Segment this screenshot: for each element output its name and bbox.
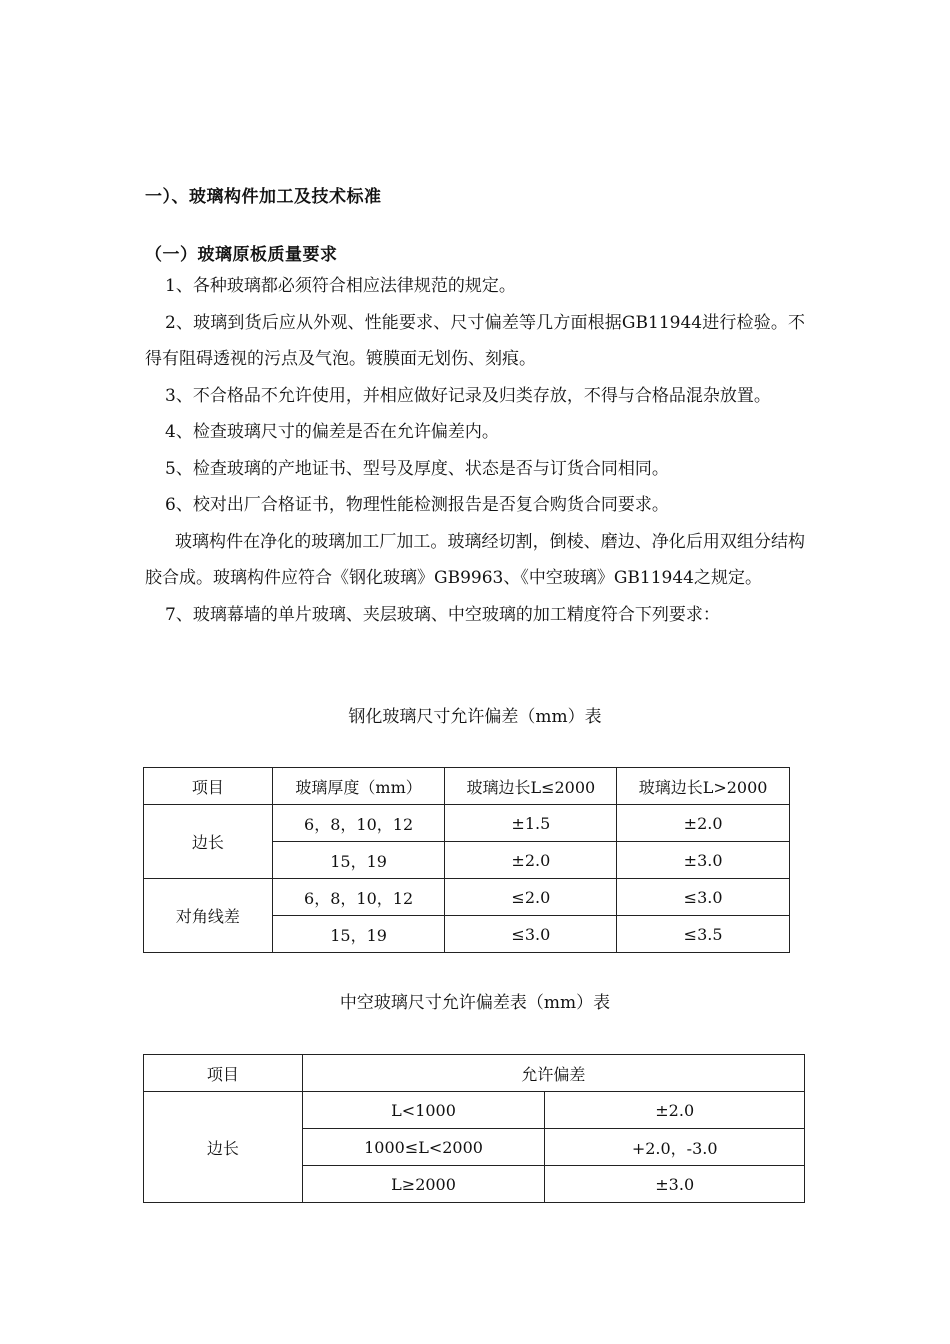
table-header-row	[144, 1055, 805, 1092]
table-cell: ≤2.0	[445, 879, 617, 916]
table-cell: ±3.0	[545, 1166, 805, 1203]
paragraph-5: 5、检查玻璃的产地证书、型号及厚度、状态是否与订货合同相同。	[165, 458, 669, 479]
header-cell: 允许偏差	[302, 1055, 804, 1092]
section-title: 一）、玻璃构件加工及技术标准	[145, 187, 382, 207]
table-cell: 6，8，10，12	[272, 805, 445, 842]
table-cell: 15，19	[272, 842, 445, 879]
paragraph-4: 4、检查玻璃尺寸的偏差是否在允许偏差内。	[165, 422, 499, 442]
table-cell: 1000≤L<2000	[302, 1129, 545, 1166]
table-cell: ±2.0	[445, 842, 617, 879]
table-cell: ≤3.0	[617, 879, 790, 916]
group-label-cell: 对角线差	[144, 879, 273, 953]
paragraph-1: 1、各种玻璃都必须符合相应法律规范的规定。	[165, 276, 516, 296]
table-cell: ≤3.5	[617, 916, 790, 953]
table-cell: L<1000	[302, 1092, 545, 1129]
table1-caption: 钢化玻璃尺寸允许偏差（mm）表	[348, 707, 602, 727]
table-cell: 15，19	[272, 916, 445, 953]
paragraph-2: 2、玻璃到货后应从外观、性能要求、尺寸偏差等几方面根据GB11944进行检验。不得有阻碍透视的污点及气泡。镀膜面无划伤、刻痕。	[145, 312, 805, 369]
group-label-cell: 边长	[144, 1092, 303, 1203]
header-cell: 项目	[144, 1055, 303, 1092]
paragraph-8: 7、玻璃幕墙的单片玻璃、夹层玻璃、中空玻璃的加工精度符合下列要求：	[165, 604, 720, 625]
table2-caption: 中空玻璃尺寸允许偏差表（mm）表	[339, 993, 611, 1013]
table-cell: ≤3.0	[445, 916, 617, 953]
table-row	[144, 879, 790, 916]
insulating-glass-tolerance-table	[143, 1054, 805, 1203]
table-cell: ±2.0	[617, 805, 790, 842]
header-cell: 玻璃厚度（mm）	[272, 768, 445, 805]
table-cell: ±2.0	[545, 1092, 805, 1129]
table-cell: ±3.0	[617, 842, 790, 879]
group-label-cell: 边长	[144, 805, 273, 879]
paragraph-6: 6、校对出厂合格证书，物理性能检测报告是否复合购货合同要求。	[165, 495, 669, 515]
table-cell: +2.0，-3.0	[545, 1129, 805, 1166]
header-cell: 玻璃边长L≤2000	[445, 768, 617, 805]
header-cell: 玻璃边长L>2000	[617, 768, 790, 805]
table-row	[144, 805, 790, 842]
table-cell: L≥2000	[302, 1166, 545, 1203]
paragraph-3: 3、不合格品不允许使用，并相应做好记录及归类存放，不得与合格品混杂放置。	[165, 385, 771, 406]
table-cell: 6，8，10，12	[272, 879, 445, 916]
body-text	[145, 268, 805, 633]
section-subtitle: （一）玻璃原板质量要求	[145, 245, 338, 265]
paragraph-7: 玻璃构件在净化的玻璃加工厂加工。玻璃经切割，倒棱、磨边、净化后用双组分结构胶合成。玻璃构件应符合《钢化玻璃》GB9963、《中空玻璃》GB11944之规定。	[145, 531, 805, 588]
table-cell: ±1.5	[445, 805, 617, 842]
header-cell: 项目	[144, 768, 273, 805]
table-header-row	[144, 768, 790, 805]
tempered-glass-tolerance-table	[143, 767, 790, 953]
table-row	[144, 1092, 805, 1129]
